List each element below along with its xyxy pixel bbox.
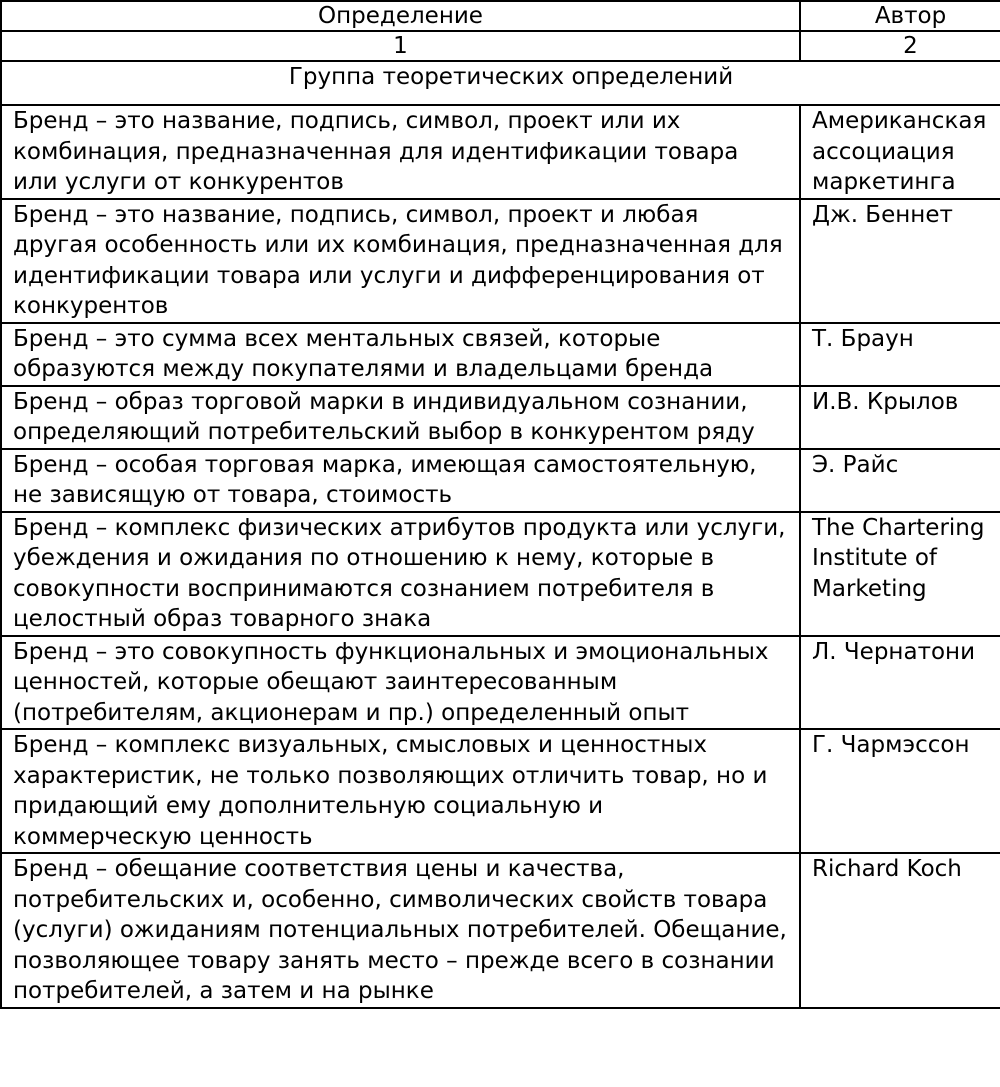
group-row bbox=[1, 61, 1000, 105]
author-cell: The Chartering Institute of Marketing bbox=[800, 512, 1000, 636]
author-cell: Т. Браун bbox=[800, 323, 1000, 386]
definition-cell: Бренд – это сумма всех ментальных связей, которые образуются между покупателями и владельцами бренда bbox=[1, 323, 800, 386]
definition-cell: Бренд – комплекс физических атрибутов продукта или услуги, убеждения и ожидания по отношению к нему, которые в совокупности воспринимаются сознанием потребителя в целостный образ товарного знака bbox=[1, 512, 800, 636]
table-row bbox=[1, 729, 1000, 853]
table-row bbox=[1, 853, 1000, 1008]
header-row bbox=[1, 1, 1000, 31]
table-row bbox=[1, 105, 1000, 199]
column-number-author: 2 bbox=[800, 31, 1000, 61]
group-title: Группа теоретических определений bbox=[1, 61, 1000, 105]
table-row bbox=[1, 449, 1000, 512]
definition-cell: Бренд – обещание соответствия цены и качества, потребительских и, особенно, символических свойств товара (услуги) ожиданиям потенциальных потребителей. Обещание, позволяющее товару занять место – прежде всего в сознании потребителей, а затем и на рынке bbox=[1, 853, 800, 1008]
column-number-row bbox=[1, 31, 1000, 61]
author-cell: Richard Koch bbox=[800, 853, 1000, 1008]
header-definition: Определение bbox=[1, 1, 800, 31]
definition-cell: Бренд – особая торговая марка, имеющая самостоятельную, не зависящую от товара, стоимость bbox=[1, 449, 800, 512]
author-cell: Э. Райс bbox=[800, 449, 1000, 512]
author-cell: Дж. Беннет bbox=[800, 199, 1000, 323]
definition-cell: Бренд – это название, подпись, символ, проект и любая другая особенность или их комбинация, предназначенная для идентификации товара или услуги и дифференцирования от конкурентов bbox=[1, 199, 800, 323]
header-author: Автор bbox=[800, 1, 1000, 31]
author-cell: Г. Чармэссон bbox=[800, 729, 1000, 853]
author-cell: Л. Чернатони bbox=[800, 636, 1000, 730]
definition-cell: Бренд – комплекс визуальных, смысловых и ценностных характеристик, не только позволяющих отличить товар, но и придающий ему дополнительную социальную и коммерческую ценность bbox=[1, 729, 800, 853]
table-row bbox=[1, 199, 1000, 323]
table-row bbox=[1, 512, 1000, 636]
table-row bbox=[1, 323, 1000, 386]
column-number-definition: 1 bbox=[1, 31, 800, 61]
table-row bbox=[1, 636, 1000, 730]
table-row bbox=[1, 386, 1000, 449]
author-cell: Американская ассоциация маркетинга bbox=[800, 105, 1000, 199]
definition-cell: Бренд – это совокупность функциональных и эмоциональных ценностей, которые обещают заинтересованным (потребителям, акционерам и пр.) определенный опыт bbox=[1, 636, 800, 730]
author-cell: И.В. Крылов bbox=[800, 386, 1000, 449]
definitions-table-body bbox=[1, 1, 1000, 1008]
definition-cell: Бренд – это название, подпись, символ, проект или их комбинация, предназначенная для идентификации товара или услуги от конкурентов bbox=[1, 105, 800, 199]
definition-cell: Бренд – образ торговой марки в индивидуальном сознании, определяющий потребительский выбор в конкурентом ряду bbox=[1, 386, 800, 449]
